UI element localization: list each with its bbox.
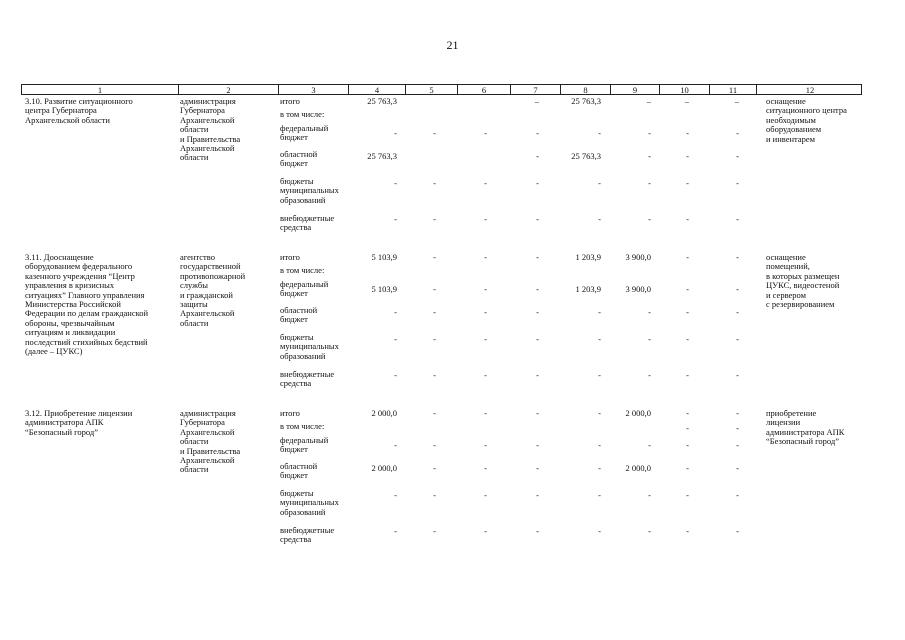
value-cell: - [394, 307, 397, 317]
value-cell: - [433, 128, 436, 138]
value-cell: - [536, 408, 539, 418]
value-cell: - [736, 408, 739, 418]
value-cell: - [433, 307, 436, 317]
value-cell: - [394, 490, 397, 500]
funding-source-label: внебюджетные средства [280, 213, 335, 233]
result-cell: оснащение ситуационного центра необходимым оборудованием и инвентарем [766, 96, 847, 144]
value-cell: - [484, 252, 487, 262]
value-cell: - [736, 490, 739, 500]
activity-cell: 3.10. Развитие ситуационного центра Губернатора Архангельской области [25, 96, 133, 125]
value-cell: - [536, 252, 539, 262]
value-cell: - [686, 151, 689, 161]
value-cell: - [686, 423, 689, 433]
value-cell: 1 203,9 [575, 284, 601, 294]
value-cell: - [394, 334, 397, 344]
value-cell: - [433, 526, 436, 536]
value-cell: - [598, 128, 601, 138]
value-cell: - [536, 370, 539, 380]
header-cell-3: 3 [279, 85, 349, 94]
value-cell: - [484, 526, 487, 536]
value-cell: - [648, 178, 651, 188]
value-cell: - [736, 307, 739, 317]
value-cell: - [433, 284, 436, 294]
header-cell-1: 1 [22, 85, 179, 94]
value-cell: - [686, 252, 689, 262]
header-cell-8: 8 [561, 85, 611, 94]
value-cell: - [433, 252, 436, 262]
value-cell: - [736, 214, 739, 224]
value-cell: - [484, 463, 487, 473]
funding-source-label: федеральный бюджет [280, 279, 329, 299]
funding-source-label: итого [280, 252, 300, 262]
value-cell: 25 763,3 [367, 151, 397, 161]
value-cell: - [686, 284, 689, 294]
value-cell: - [484, 307, 487, 317]
header-cell-10: 10 [660, 85, 710, 94]
value-cell: - [686, 463, 689, 473]
value-cell: - [648, 440, 651, 450]
value-cell: - [598, 490, 601, 500]
value-cell: – [646, 96, 651, 106]
value-cell: - [484, 408, 487, 418]
value-cell: 25 763,3 [571, 151, 601, 161]
funding-source-label: итого [280, 408, 300, 418]
funding-source-label: бюджеты муниципальных образований [280, 176, 339, 205]
value-cell: - [394, 214, 397, 224]
value-cell: - [736, 526, 739, 536]
value-cell: - [598, 307, 601, 317]
value-cell: - [536, 214, 539, 224]
activity-cell: 3.11. Дооснащение оборудованием федерального казенного учреждения “Центр управления в кризисных ситуациях” Главного управления Министерства Российской Федерации по делам гражданской обороны, чрезвычайным ситуациям и ликвидации последствий стихийных бедствий (далее – ЦУКС) [25, 252, 149, 357]
value-cell: - [598, 214, 601, 224]
value-cell: - [648, 334, 651, 344]
value-cell: - [433, 463, 436, 473]
value-cell: - [736, 128, 739, 138]
executor-cell: администрация Губернатора Архангельской области и Правительства Архангельской области [180, 408, 241, 475]
funding-source-label: бюджеты муниципальных образований [280, 332, 339, 361]
value-cell: - [394, 178, 397, 188]
value-cell: - [648, 307, 651, 317]
value-cell: - [536, 463, 539, 473]
value-cell: - [686, 214, 689, 224]
value-cell: - [648, 214, 651, 224]
value-cell: - [484, 490, 487, 500]
value-cell: - [536, 307, 539, 317]
value-cell: 25 763,3 [571, 96, 601, 106]
funding-source-label: в том числе: [280, 109, 325, 119]
executor-cell: агентство государственной противопожарной службы и гражданской защиты Архангельской области [180, 252, 246, 328]
value-cell: - [598, 178, 601, 188]
value-cell: - [598, 440, 601, 450]
value-cell: – [734, 96, 739, 106]
value-cell: - [484, 334, 487, 344]
funding-source-label: областной бюджет [280, 305, 318, 325]
value-cell: - [536, 334, 539, 344]
value-cell: – [534, 96, 539, 106]
value-cell: - [648, 526, 651, 536]
value-cell: - [736, 178, 739, 188]
value-cell: - [394, 440, 397, 450]
value-cell: - [736, 423, 739, 433]
value-cell: - [598, 408, 601, 418]
value-cell: - [736, 440, 739, 450]
value-cell: - [536, 490, 539, 500]
executor-cell: администрация Губернатора Архангельской области и Правительства Архангельской области [180, 96, 241, 163]
activity-cell: 3.12. Приобретение лицензии администратора АПК “Безопасный город” [25, 408, 133, 437]
value-cell: - [394, 526, 397, 536]
result-cell: оснащение помещений, в которых размещен ЦУКС, видеостеной и сервером с резервированием [766, 252, 840, 310]
header-cell-11: 11 [710, 85, 757, 94]
value-cell: - [536, 178, 539, 188]
value-cell: 5 103,9 [371, 284, 397, 294]
value-cell: - [736, 151, 739, 161]
value-cell: - [394, 128, 397, 138]
funding-source-label: федеральный бюджет [280, 435, 329, 455]
value-cell: - [536, 151, 539, 161]
value-cell: 25 763,3 [367, 96, 397, 106]
funding-source-label: бюджеты муниципальных образований [280, 488, 339, 517]
value-cell: - [433, 178, 436, 188]
value-cell: - [686, 334, 689, 344]
value-cell: - [736, 370, 739, 380]
value-cell: – [684, 96, 689, 106]
value-cell: - [536, 284, 539, 294]
value-cell: - [648, 370, 651, 380]
header-cell-9: 9 [611, 85, 660, 94]
value-cell: - [686, 526, 689, 536]
header-cell-7: 7 [511, 85, 561, 94]
value-cell: - [536, 440, 539, 450]
header-cell-5: 5 [406, 85, 458, 94]
value-cell: - [736, 252, 739, 262]
value-cell: - [484, 214, 487, 224]
value-cell: - [536, 526, 539, 536]
value-cell: 3 900,0 [625, 284, 651, 294]
value-cell: - [736, 334, 739, 344]
funding-source-label: внебюджетные средства [280, 525, 335, 545]
value-cell: - [433, 408, 436, 418]
value-cell: - [686, 440, 689, 450]
funding-source-label: итого [280, 96, 300, 106]
value-cell: - [598, 334, 601, 344]
value-cell: - [598, 370, 601, 380]
value-cell: - [484, 370, 487, 380]
header-cell-12: 12 [805, 85, 815, 95]
funding-source-label: федеральный бюджет [280, 123, 329, 143]
value-cell: - [648, 490, 651, 500]
value-cell: - [686, 178, 689, 188]
value-cell: - [648, 151, 651, 161]
funding-source-label: областной бюджет [280, 461, 318, 481]
value-cell: - [484, 284, 487, 294]
funding-source-label: областной бюджет [280, 149, 318, 169]
header-cell-2: 2 [179, 85, 279, 94]
value-cell: - [686, 408, 689, 418]
value-cell: - [736, 284, 739, 294]
value-cell: 5 103,9 [371, 252, 397, 262]
value-cell: - [598, 463, 601, 473]
header-cell-4: 4 [349, 85, 406, 94]
value-cell: - [686, 128, 689, 138]
value-cell: - [536, 128, 539, 138]
value-cell: - [648, 128, 651, 138]
value-cell: 3 900,0 [625, 252, 651, 262]
value-cell: - [433, 370, 436, 380]
value-cell: - [433, 490, 436, 500]
value-cell: - [433, 214, 436, 224]
value-cell: - [394, 370, 397, 380]
value-cell: - [686, 490, 689, 500]
value-cell: - [484, 440, 487, 450]
value-cell: - [736, 463, 739, 473]
value-cell: 1 203,9 [575, 252, 601, 262]
funding-source-label: в том числе: [280, 265, 325, 275]
value-cell: 2 000,0 [371, 463, 397, 473]
value-cell: - [433, 334, 436, 344]
value-cell: - [686, 370, 689, 380]
value-cell: - [686, 307, 689, 317]
value-cell: - [433, 440, 436, 450]
value-cell: 2 000,0 [371, 408, 397, 418]
result-cell: приобретение лицензии администратора АПК “Безопасный город” [766, 408, 845, 447]
page-number: 21 [446, 38, 459, 52]
value-cell: - [598, 526, 601, 536]
table-header-row [21, 84, 862, 95]
funding-source-label: в том числе: [280, 421, 325, 431]
value-cell: 2 000,0 [625, 408, 651, 418]
header-cell-6: 6 [458, 85, 511, 94]
value-cell: 2 000,0 [625, 463, 651, 473]
value-cell: - [484, 128, 487, 138]
value-cell: - [484, 178, 487, 188]
funding-source-label: внебюджетные средства [280, 369, 335, 389]
